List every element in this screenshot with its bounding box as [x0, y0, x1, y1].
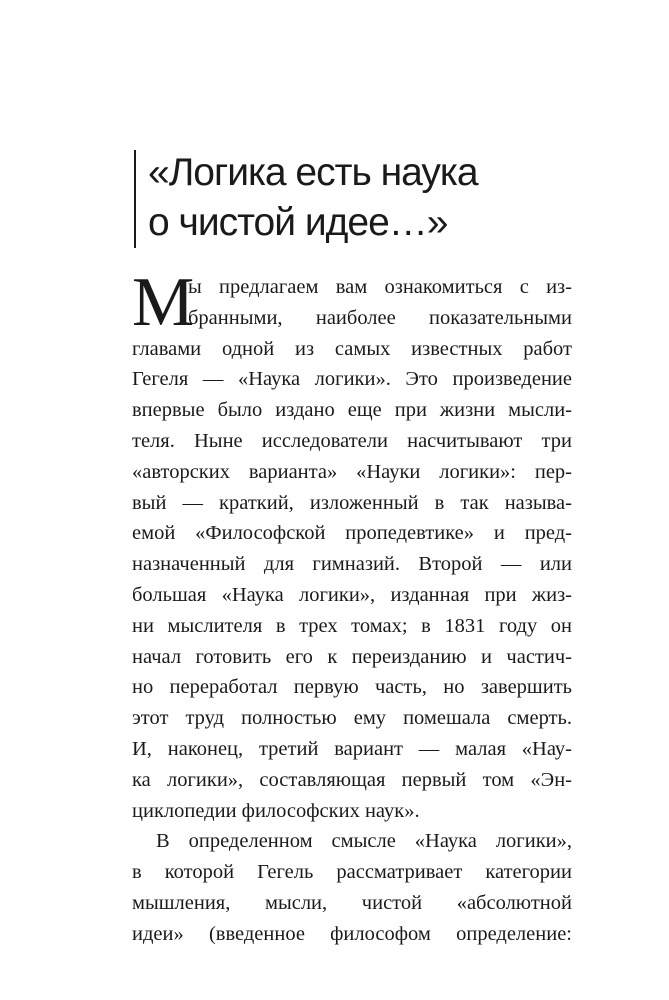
drop-cap: М: [132, 264, 195, 341]
text-line-content: бранными, наиболее показательными: [188, 306, 572, 329]
body-text: [132, 264, 572, 950]
text-line: В определенном смысле «Наука логики»,: [156, 830, 572, 853]
text-line: вый — краткий, изложенный в так называ-: [132, 491, 572, 514]
chapter-heading: [134, 148, 604, 248]
text-line: назначенный для гимназий. Второй — или: [132, 553, 572, 576]
text-line: идеи» (введенное философом определение:: [132, 922, 572, 945]
text-line: [132, 303, 572, 334]
text-line: И, наконец, третий вариант — малая «Нау-: [132, 737, 572, 760]
text-line: начал готовить его к переизданию и частич-: [132, 645, 572, 668]
chapter-title-line: «Логика есть наука: [148, 151, 478, 194]
chapter-title-line: о чистой идее…»: [148, 201, 448, 244]
text-line: ка логики», составляющая первый том «Эн-: [132, 768, 572, 791]
chapter-title: [148, 148, 478, 248]
text-line: «авторских варианта» «Науки логики»: пер-: [132, 460, 572, 483]
text-line: Гегеля — «Наука логики». Это произведение: [132, 368, 572, 391]
text-line: большая «Наука логики», изданная при жиз-: [132, 583, 572, 606]
text-line: впервые было издано еще при жизни мысли-: [132, 399, 572, 422]
text-line-content: ы предлагаем вам ознакомиться с из-: [188, 276, 572, 298]
text-line: теля. Ныне исследователи насчитывают три: [132, 429, 572, 452]
text-line: но переработал первую часть, но завершить: [132, 676, 572, 699]
text-line: циклопедии философских наук».: [132, 799, 420, 822]
text-line: ни мыслителя в трех томах; в 1831 году он: [132, 614, 572, 637]
text-line: в которой Гегель рассматривает категории: [132, 861, 572, 884]
text-line: главами одной из самых известных работ: [132, 337, 572, 360]
text-line: мышления, мысли, чистой «абсолютной: [132, 891, 572, 914]
heading-vertical-rule: [134, 150, 136, 248]
text-line: емой «Философской пропедевтике» и пред-: [132, 522, 572, 545]
text-line: этот труд полностью ему помешала смерть.: [132, 707, 572, 730]
